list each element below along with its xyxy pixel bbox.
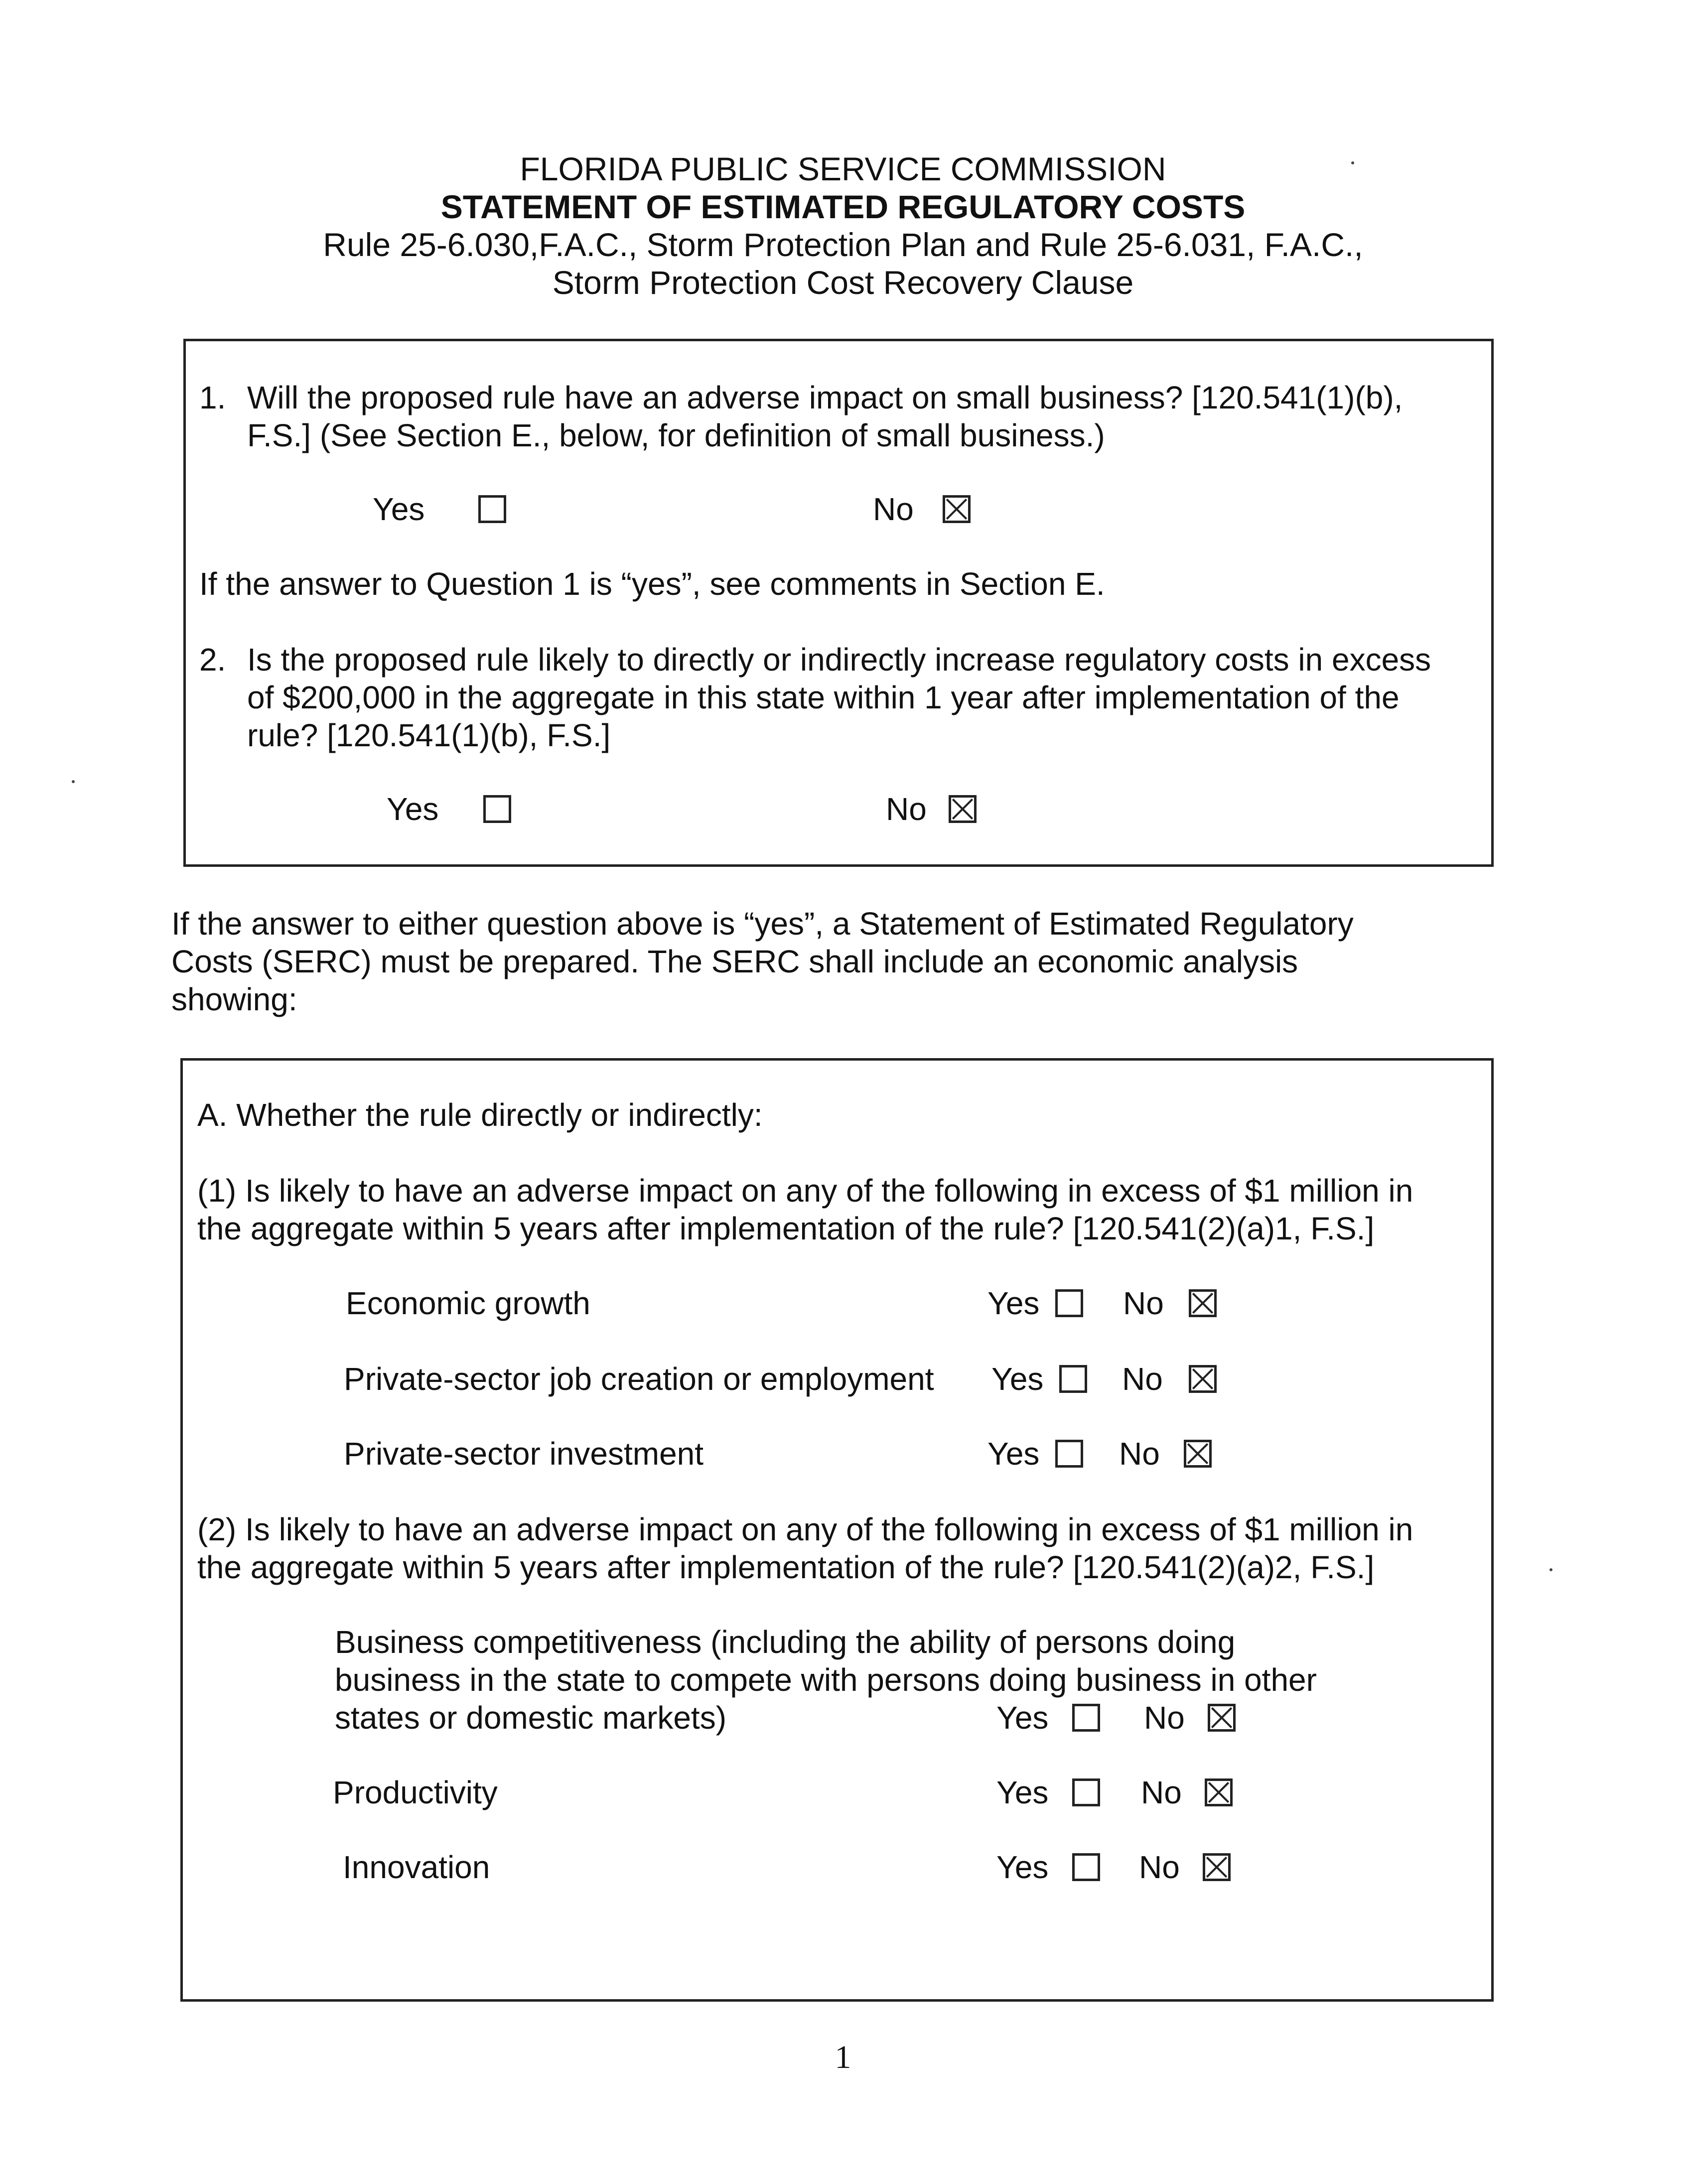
investment-no-label: No [1119,1436,1160,1472]
productivity-no-checkbox[interactable] [1205,1778,1233,1806]
item-productivity: Productivity [333,1774,498,1810]
economic-growth-no-label: No [1123,1285,1164,1321]
scan-speck [72,780,75,783]
economic-growth-no-checkbox[interactable] [1189,1289,1217,1317]
job-creation-yes-checkbox[interactable] [1059,1365,1087,1393]
serc-note-line1: If the answer to either question above is “yes”, a Statement of Estimated Regulatory [171,906,1354,942]
item-investment: Private-sector investment [344,1436,704,1472]
item-economic-growth: Economic growth [346,1285,590,1321]
q2-no-checkbox[interactable] [949,795,977,823]
agency-name: FLORIDA PUBLIC SERVICE COMMISSION [520,150,1166,187]
investment-yes-checkbox[interactable] [1055,1440,1083,1468]
q1-yes-checkbox[interactable] [478,495,506,523]
job-creation-no-label: No [1122,1361,1163,1397]
checked-x-icon [1210,1706,1233,1729]
q2-text-line1: Is the proposed rule likely to directly or indirectly increase regulatory costs in excess [247,642,1431,678]
serc-note-line3: showing: [171,981,297,1017]
item-business-competitiveness-line1: Business competitiveness (including the ability of persons doing [335,1624,1236,1660]
checked-x-icon [1186,1442,1209,1465]
q1-yes-label: Yes [373,491,425,527]
productivity-yes-checkbox[interactable] [1072,1778,1100,1806]
q1-no-checkbox[interactable] [943,495,971,523]
q2-text-line3: rule? [120.541(1)(b), F.S.] [247,717,611,753]
job-creation-no-checkbox[interactable] [1189,1365,1217,1393]
investment-yes-label: Yes [987,1436,1040,1472]
innovation-yes-label: Yes [996,1849,1049,1885]
innovation-yes-checkbox[interactable] [1072,1853,1100,1881]
section-a-p2-line2: the aggregate within 5 years after implementation of the rule? [120.541(2)(a)2, F.S.] [197,1549,1375,1585]
innovation-no-checkbox[interactable] [1203,1853,1231,1881]
q1-text-line2: F.S.] (See Section E., below, for definition of small business.) [247,417,1105,453]
competitiveness-no-checkbox[interactable] [1208,1704,1236,1732]
checked-x-icon [951,798,974,820]
item-job-creation: Private-sector job creation or employment [344,1361,934,1397]
section-a-heading: A. Whether the rule directly or indirectly: [197,1097,763,1133]
productivity-yes-label: Yes [996,1774,1049,1810]
competitiveness-yes-checkbox[interactable] [1072,1704,1100,1732]
item-innovation: Innovation [343,1849,490,1885]
job-creation-yes-label: Yes [991,1361,1044,1397]
rule-reference-line2: Storm Protection Cost Recovery Clause [552,264,1134,301]
checked-x-icon [1207,1781,1230,1804]
q1-text-line1: Will the proposed rule have an adverse impact on small business? [120.541(1)(b), [247,380,1403,415]
q2-text-line2: of $200,000 in the aggregate in this state within 1 year after implementation of the [247,680,1400,715]
checked-x-icon [1205,1856,1228,1879]
innovation-no-label: No [1139,1849,1180,1885]
checked-x-icon [1191,1292,1214,1315]
checked-x-icon [945,498,968,521]
competitiveness-yes-label: Yes [996,1700,1049,1736]
economic-growth-yes-label: Yes [987,1285,1040,1321]
item-business-competitiveness-line2: business in the state to compete with persons doing business in other [335,1662,1317,1698]
competitiveness-no-label: No [1144,1700,1185,1736]
investment-no-checkbox[interactable] [1184,1440,1212,1468]
q1-no-label: No [873,491,914,527]
document-title: STATEMENT OF ESTIMATED REGULATORY COSTS [440,188,1246,225]
page-number: 1 [835,2039,851,2075]
q2-no-label: No [886,791,927,827]
scan-speck [1549,1568,1552,1571]
section-a-p1-line1: (1) Is likely to have an adverse impact on any of the following in excess of $1 million in [197,1173,1413,1209]
checked-x-icon [1191,1367,1214,1390]
rule-reference-line1: Rule 25-6.030,F.A.C., Storm Protection Plan and Rule 25-6.031, F.A.C., [323,226,1363,263]
section-a-p2-line1: (2) Is likely to have an adverse impact on any of the following in excess of $1 million in [197,1511,1413,1547]
serc-note-line2: Costs (SERC) must be prepared. The SERC shall include an economic analysis [171,944,1298,979]
q1-note: If the answer to Question 1 is “yes”, see comments in Section E. [199,566,1105,602]
economic-growth-yes-checkbox[interactable] [1055,1289,1083,1317]
q2-number: 2. [199,642,226,678]
item-business-competitiveness-line3: states or domestic markets) [335,1700,726,1736]
q2-yes-label: Yes [387,791,439,827]
section-a-p1-line2: the aggregate within 5 years after implementation of the rule? [120.541(2)(a)1, F.S.] [197,1211,1375,1246]
q2-yes-checkbox[interactable] [483,795,511,823]
productivity-no-label: No [1141,1774,1182,1810]
q1-number: 1. [199,380,226,415]
scan-speck [1351,161,1354,164]
